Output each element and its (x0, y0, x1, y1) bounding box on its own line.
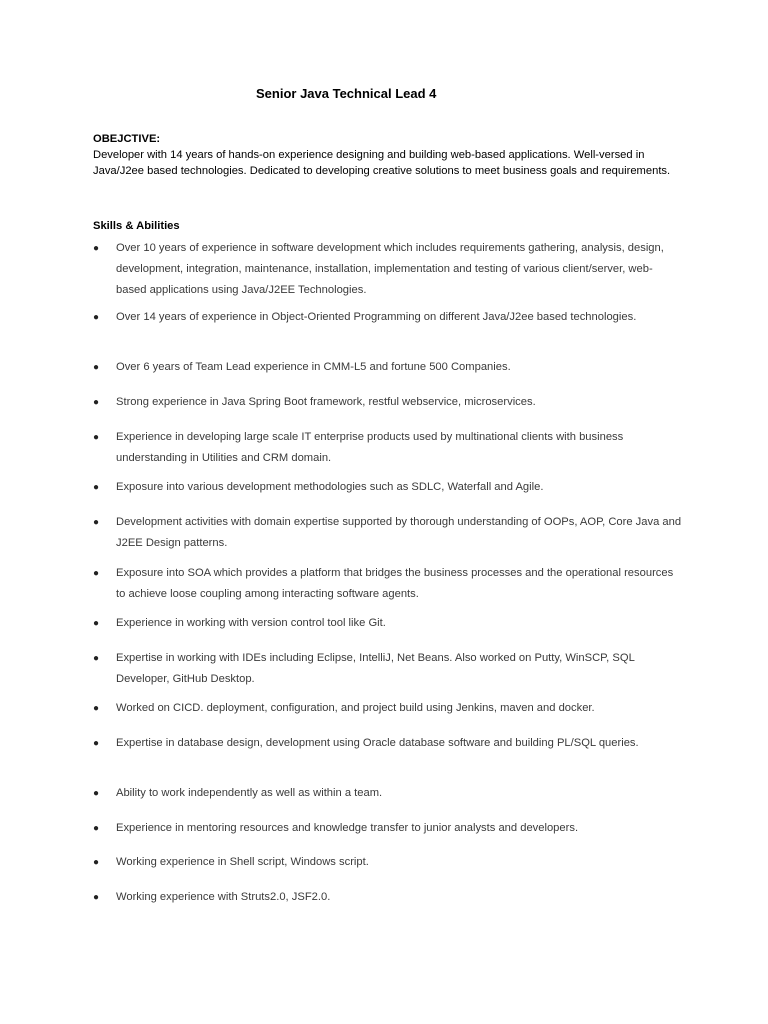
objective-section (93, 131, 693, 179)
skill-item (93, 392, 683, 413)
bullet-icon: ● (93, 788, 100, 799)
skills-heading: Skills & Abilities (93, 220, 180, 232)
skill-text: Ability to work independently as well as within a team. (116, 787, 383, 799)
bullet-icon: ● (93, 738, 100, 749)
skill-text: Working experience with Struts2.0, JSF2.0. (116, 891, 331, 903)
skill-text: Development activities with domain expertise supported by thorough understanding of OOPs, AOP, Core Java and J2EE Design patterns. (116, 516, 682, 549)
skill-item (93, 477, 683, 498)
skill-text: Worked on CICD. deployment, configuration, and project build using Jenkins, maven and docker. (116, 702, 595, 714)
skill-text: Experience in mentoring resources and knowledge transfer to junior analysts and developers. (116, 822, 579, 834)
skill-item (93, 698, 683, 719)
skill-item (93, 783, 683, 804)
skill-text: Experience in working with version control tool like Git. (116, 617, 386, 629)
bullet-icon: ● (93, 397, 100, 408)
skill-text: Over 14 years of experience in Object-Oriented Programming on different Java/J2ee based technologies. (116, 311, 637, 323)
skill-item (93, 648, 683, 690)
skill-text: Working experience in Shell script, Windows script. (116, 856, 369, 868)
skill-item (93, 733, 683, 754)
skill-text: Experience in developing large scale IT enterprise products used by multinational clients with business understanding in Utilities and CRM domain. (116, 431, 624, 464)
objective-heading: OBEJCTIVE: (93, 133, 161, 145)
bullet-icon: ● (93, 568, 100, 579)
bullet-icon: ● (93, 362, 100, 373)
bullet-icon: ● (93, 823, 100, 834)
bullet-icon: ● (93, 892, 100, 903)
skill-item (93, 887, 683, 908)
bullet-icon: ● (93, 653, 100, 664)
skill-text: Over 6 years of Team Lead experience in CMM-L5 and fortune 500 Companies. (116, 361, 511, 373)
bullet-icon: ● (93, 703, 100, 714)
bullet-icon: ● (93, 618, 100, 629)
bullet-icon: ● (93, 517, 100, 528)
bullet-icon: ● (93, 312, 100, 323)
skill-item (93, 427, 683, 469)
bullet-icon: ● (93, 243, 100, 254)
bullet-icon: ● (93, 482, 100, 493)
skill-text: Exposure into SOA which provides a platform that bridges the business processes and the operational resources to achieve loose coupling among interacting software agents. (116, 567, 674, 600)
skill-text: Expertise in working with IDEs including Eclipse, IntelliJ, Net Beans. Also worked on Putty, WinSCP, SQL Developer, GitHub Desktop. (116, 652, 635, 685)
objective-text: Developer with 14 years of hands-on experience designing and building web-based applications. Well-versed in Java/J2ee based technologies. Dedicated to developing creative solutions to meet business goals and requirements. (93, 149, 671, 177)
skill-item (93, 238, 683, 301)
skill-item (93, 613, 683, 634)
skill-item (93, 852, 683, 873)
skill-item (93, 818, 683, 839)
skill-item (93, 563, 683, 605)
skill-item (93, 307, 683, 328)
bullet-icon: ● (93, 857, 100, 868)
page-title: Senior Java Technical Lead 4 (256, 86, 437, 101)
skill-text: Expertise in database design, development using Oracle database software and building PL/SQL queries. (116, 737, 639, 749)
skill-text: Strong experience in Java Spring Boot framework, restful webservice, microservices. (116, 396, 536, 408)
skill-item (93, 357, 683, 378)
skill-text: Over 10 years of experience in software development which includes requirements gathering, analysis, design, development, integration, maintenance, installation, implementation and testing of various client/server, web-based applications using Java/J2EE Technologies. (116, 242, 664, 296)
skill-text: Exposure into various development methodologies such as SDLC, Waterfall and Agile. (116, 481, 544, 493)
bullet-icon: ● (93, 432, 100, 443)
skill-item (93, 512, 683, 554)
